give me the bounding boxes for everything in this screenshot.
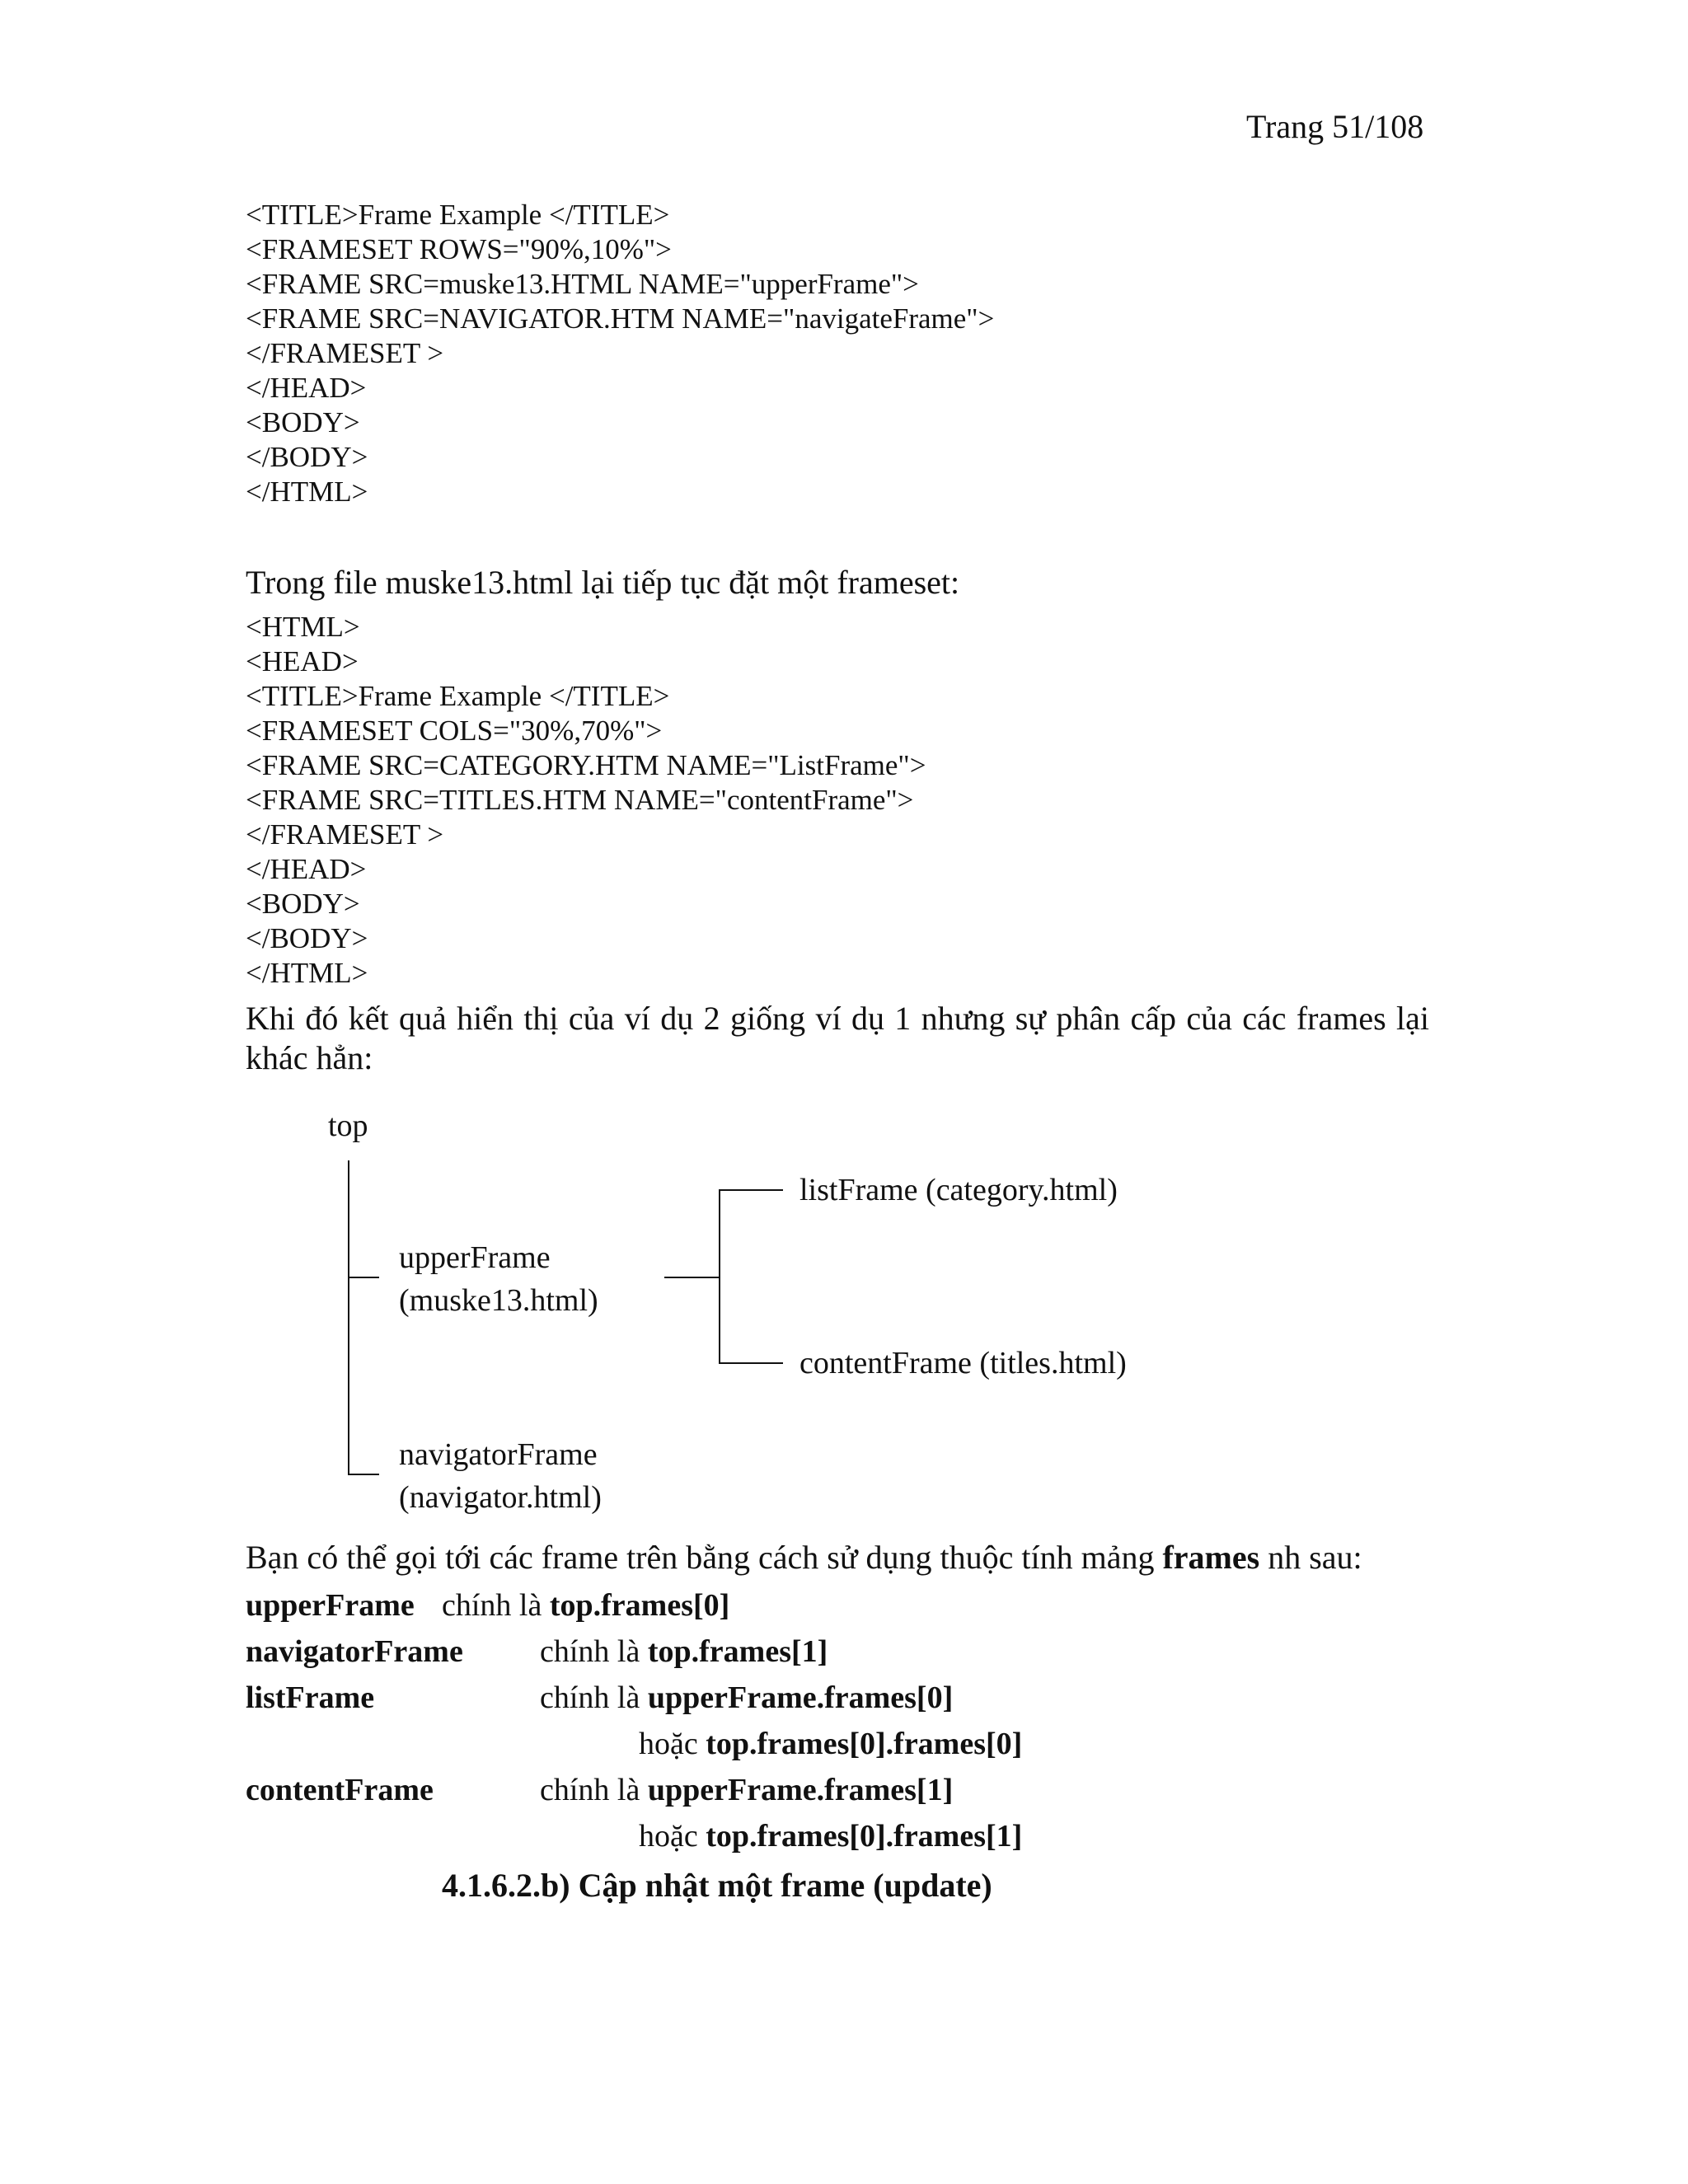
alias-name: listFrame [246, 1680, 375, 1715]
code-line: </BODY> [246, 922, 368, 954]
tree-node-upperframe-file: (muske13.html) [399, 1283, 598, 1318]
tree-connector [348, 1474, 379, 1475]
tree-connector [719, 1189, 783, 1191]
alias-label: chính là [540, 1773, 648, 1807]
alias-alt-value: top.frames[0].frames[1] [706, 1819, 1023, 1854]
code-line: <FRAMESET ROWS="90%,10%"> [246, 233, 672, 265]
code-line: <FRAME SRC=NAVIGATOR.HTM NAME="navigateFrame"> [246, 302, 995, 335]
tree-node-contentframe: contentFrame (titles.html) [799, 1346, 1127, 1380]
alias-label: chính là [540, 1680, 648, 1715]
code-line: <FRAME SRC=muske13.HTML NAME="upperFrame"> [246, 268, 919, 300]
alias-alt-value: top.frames[0].frames[0] [706, 1727, 1023, 1761]
alias-alternate [639, 1813, 1022, 1859]
tree-connector [664, 1277, 720, 1278]
alias-alt-label: hoặc [639, 1819, 706, 1854]
alias-reference [540, 1767, 953, 1813]
alias-label: chính là [540, 1634, 648, 1669]
frames-intro [246, 1538, 1362, 1577]
alias-alternate [639, 1721, 1022, 1767]
alias-value: upperFrame.frames[1] [647, 1773, 954, 1807]
alias-alt-label: hoặc [639, 1727, 706, 1761]
tree-connector [719, 1362, 783, 1364]
tree-node-upperframe: upperFrame [399, 1240, 551, 1275]
alias-value: top.frames[1] [647, 1634, 828, 1669]
alias-name: upperFrame [246, 1588, 415, 1623]
code-line: </HEAD> [246, 372, 367, 404]
tree-node-listframe: listFrame (category.html) [799, 1173, 1118, 1207]
code-line: <HEAD> [246, 645, 359, 677]
frames-intro-text-end: nh sau: [1259, 1539, 1362, 1576]
alias-reference [442, 1582, 729, 1629]
code-line: </FRAMESET > [246, 337, 444, 369]
code-line: <FRAME SRC=CATEGORY.HTM NAME="ListFrame"> [246, 749, 926, 781]
alias-value: upperFrame.frames[0] [647, 1680, 954, 1715]
alias-reference [540, 1675, 953, 1721]
paragraph-line: khác hẳn: [246, 1039, 373, 1076]
tree-node-navigatorframe-file: (navigator.html) [399, 1480, 602, 1515]
tree-connector [719, 1189, 720, 1364]
tree-node-navigatorframe: navigatorFrame [399, 1437, 598, 1472]
tree-connector [348, 1160, 349, 1475]
code-line: <BODY> [246, 406, 360, 438]
code-line: <TITLE>Frame Example </TITLE> [246, 680, 670, 712]
alias-name: navigatorFrame [246, 1634, 463, 1669]
alias-reference [540, 1629, 828, 1675]
frames-keyword: frames [1162, 1539, 1260, 1576]
code-line: </HEAD> [246, 853, 367, 885]
paragraph-line: Khi đó kết quả hiển thị của ví dụ 2 giống ví dụ 1 nhưng sự phân cấp của các frames lại [246, 1000, 1429, 1037]
alias-value: top.frames[0] [549, 1588, 730, 1623]
tree-node-top: top [328, 1108, 368, 1143]
code-line: <FRAMESET COLS="30%,70%"> [246, 715, 663, 747]
alias-name: contentFrame [246, 1773, 434, 1807]
section-heading: 4.1.6.2.b) Cập nhật một frame (update) [442, 1867, 992, 1904]
frames-intro-text: Bạn có thể gọi tới các frame trên bằng cách sử dụng thuộc tính mảng [246, 1539, 1163, 1576]
code-line: <HTML> [246, 611, 360, 643]
code-line: </BODY> [246, 441, 368, 473]
code-line: </HTML> [246, 476, 368, 508]
alias-label: chính là [442, 1588, 550, 1623]
code-line: </FRAMESET > [246, 818, 444, 851]
code-line: <BODY> [246, 888, 360, 920]
tree-connector [348, 1277, 379, 1278]
intro-sentence: Trong file muske13.html lại tiếp tục đặt một frameset: [246, 564, 960, 601]
code-line: <TITLE>Frame Example </TITLE> [246, 199, 670, 231]
code-line: <FRAME SRC=TITLES.HTM NAME="contentFrame"> [246, 784, 914, 816]
page-number: Trang 51/108 [1246, 108, 1424, 145]
code-line: </HTML> [246, 957, 368, 989]
